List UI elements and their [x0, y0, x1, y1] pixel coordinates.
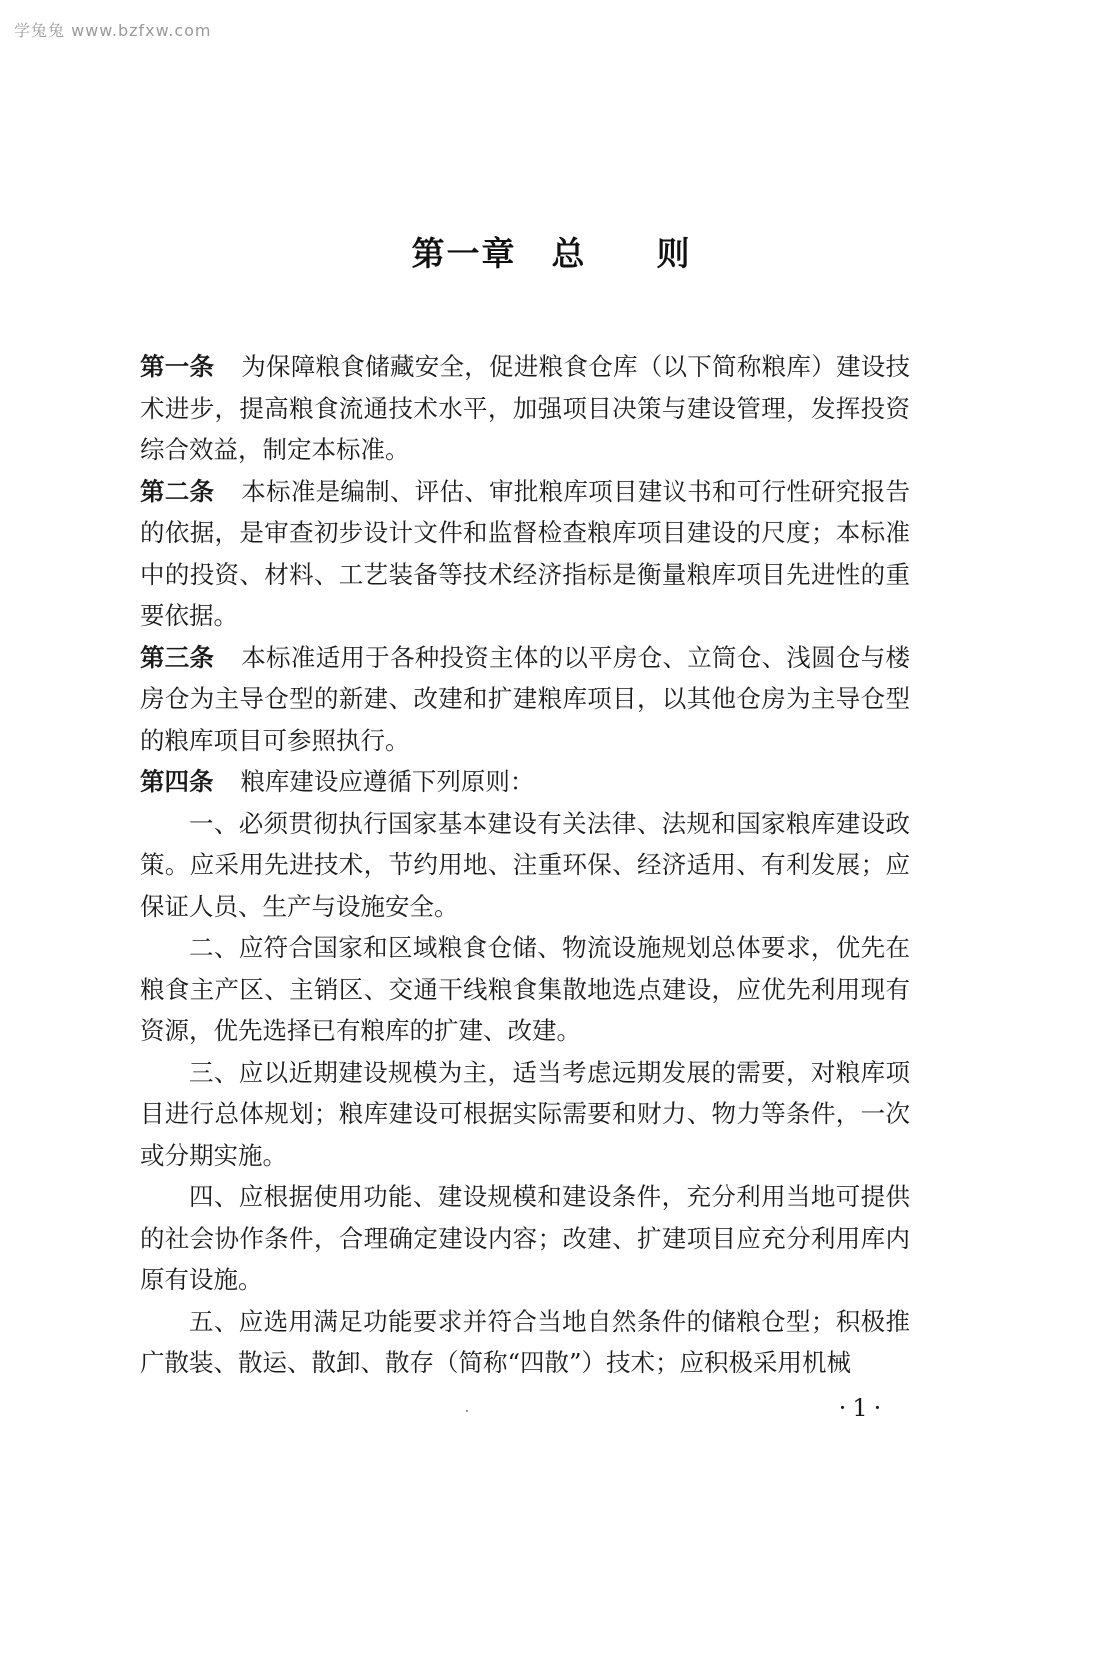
watermark: 学兔兔 www.bzfxw.com — [14, 21, 212, 40]
chapter-title: 第一章 总 则 — [411, 234, 692, 273]
page-number: ·1· — [838, 1394, 888, 1422]
article-1 — [140, 346, 910, 471]
principle-1: 一、必须贯彻执行国家基本建设有关法律、法规和国家粮库建设政策。应采用先进技术，节约用地、注重环保、经济适用、有利发展；应保证人员、生产与设施安全。 — [140, 808, 910, 921]
article-text: 本标准适用于各种投资主体的以平房仓、立筒仓、浅圆仓与楼房仓为主导仓型的新建、改建和扩建粮库项目，以其他仓房为主导仓型的粮库项目可参照执行。 — [140, 642, 911, 755]
article-label: 第三条 — [140, 642, 215, 672]
article-label: 第一条 — [140, 352, 215, 381]
principle-3: 三、应以近期建设规模为主，适当考虑远期发展的需要，对粮库项目进行总体规划；粮库建设可根据实际需要和财力、物力等条件，一次或分期实施。 — [140, 1057, 910, 1170]
article-label: 第四条 — [140, 767, 214, 796]
article-3 — [140, 637, 910, 762]
article-4 — [140, 761, 910, 803]
article-text: 本标准是编制、评估、审批粮库项目建议书和可行性研究报告的依据，是审查初步设计文件和监督检查粮库项目建设的尺度；本标准中的投资、材料、工艺装备等技术经济指标是衡量粮库项目先进性的重要依据。 — [140, 476, 911, 630]
principle-5: 五、应选用满足功能要求并符合当地自然条件的储粮仓型；积极推广散装、散运、散卸、散存（简称“四散”）技术；应积极采用机械 — [140, 1306, 910, 1377]
article-label: 第二条 — [140, 476, 215, 506]
principle-2: 二、应符合国家和区域粮食仓储、物流设施规划总体要求，优先在粮食主产区、主销区、交通干线粮食集散地选点建设，应优先利用现有资源，优先选择已有粮库的扩建、改建。 — [140, 933, 910, 1045]
principle-4: 四、应根据使用功能、建设规模和建设条件，充分利用当地可提供的社会协作条件，合理确定建设内容；改建、扩建项目应充分利用库内原有设施。 — [140, 1182, 910, 1294]
article-2 — [140, 471, 910, 637]
article-text: 粮库建设应遵循下列原则： — [240, 767, 535, 796]
scan-speck — [466, 1410, 468, 1412]
article-text: 为保障粮食储藏安全，促进粮食仓库（以下简称粮库）建设技术进步，提高粮食流通技术水平，加强项目决策与建设管理，发挥投资综合效益，制定本标准。 — [140, 352, 911, 464]
document-body — [140, 346, 910, 1384]
